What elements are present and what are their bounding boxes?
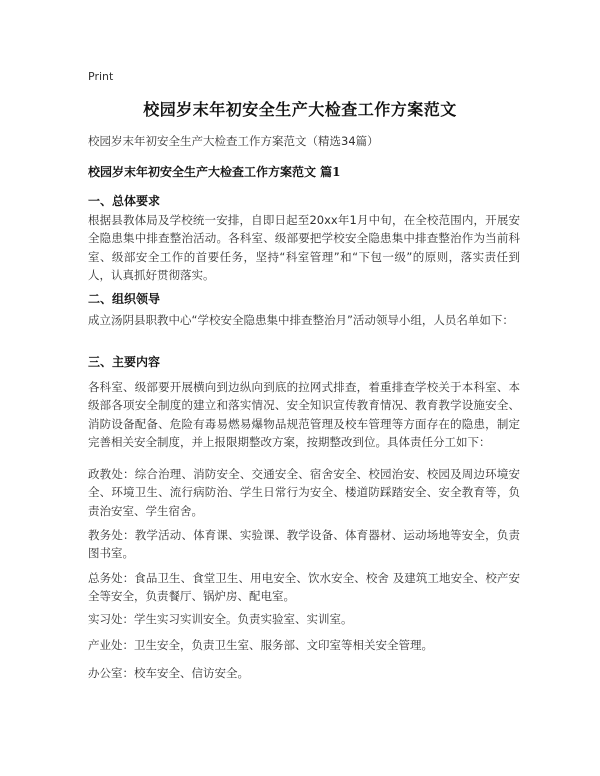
paragraph-internship-office: 实习处：学生实习实训安全。负责实验室、实训室。: [88, 612, 353, 626]
section-heading-overall-requirements: 一、总体要求: [88, 194, 161, 208]
paragraph-main-content: 各科室、级部要开展横向到边纵向到底的拉网式排查，着重排查学校关于本科室、本级部各项安全制度的建立和落实情况、安全知识宣传教育情况、教育教学设施安全、消防设备配备、危险有毒易燃易爆物品规范管理及校车管理等方面存在的隐患，制定完善相关安全制度，并上报限期整改方案，按期整改到位。具体责任分工如下：: [88, 380, 520, 450]
paragraph-academic-office: 教务处：教学活动、体育课、实验课、教学设备、体育器材、运动场地等安全，负责图书室。: [88, 528, 520, 561]
section-heading-main-content: 三、主要内容: [88, 355, 161, 369]
paragraph-admin-office: 办公室：校车安全、信访安全。: [88, 666, 249, 680]
print-link[interactable]: Print: [88, 70, 114, 83]
document-subtitle: 校园岁末年初安全生产大检查工作方案范文（精选34篇）: [88, 134, 379, 148]
document-title: 校园岁末年初安全生产大检查工作方案范文: [143, 100, 457, 119]
paragraph-industry-office: 产业处：卫生安全，负责卫生室、服务部、文印室等相关安全管理。: [88, 638, 433, 652]
paragraph-organization: 成立汤阴县职教中心“学校安全隐患集中排查整治月”活动领导小组，人员名单如下：: [88, 313, 514, 327]
paragraph-general-affairs: 总务处：食品卫生、食堂卫生、用电安全、饮水安全、校舍 及建筑工地安全、校产安全等安全，负责餐厅、锅炉房、配电室。: [88, 571, 520, 604]
article-title: 校园岁末年初安全生产大检查工作方案范文 篇1: [88, 165, 341, 179]
paragraph-overall-requirements: 根据县教体局及学校统一安排，自即日起至20xx年1月中旬，在全校范围内，开展安全隐患集中排查整治活动。各科室、级部要把学校安全隐患集中排查整治作为当前科室、级部安全工作的首要任务，坚持“科室管理”和“下包一级”的原则，落实责任到人，认真抓好贯彻落实。: [88, 213, 520, 283]
section-heading-organization: 二、组织领导: [88, 292, 161, 306]
paragraph-political-office: 政教处：综合治理、消防安全、交通安全、宿舍安全、校园治安、校园及周边环境安全、环境卫生、流行病防治、学生日常行为安全、楼道防踩踏安全、安全教育等，负责治安室、学生宿舍。: [88, 467, 520, 518]
